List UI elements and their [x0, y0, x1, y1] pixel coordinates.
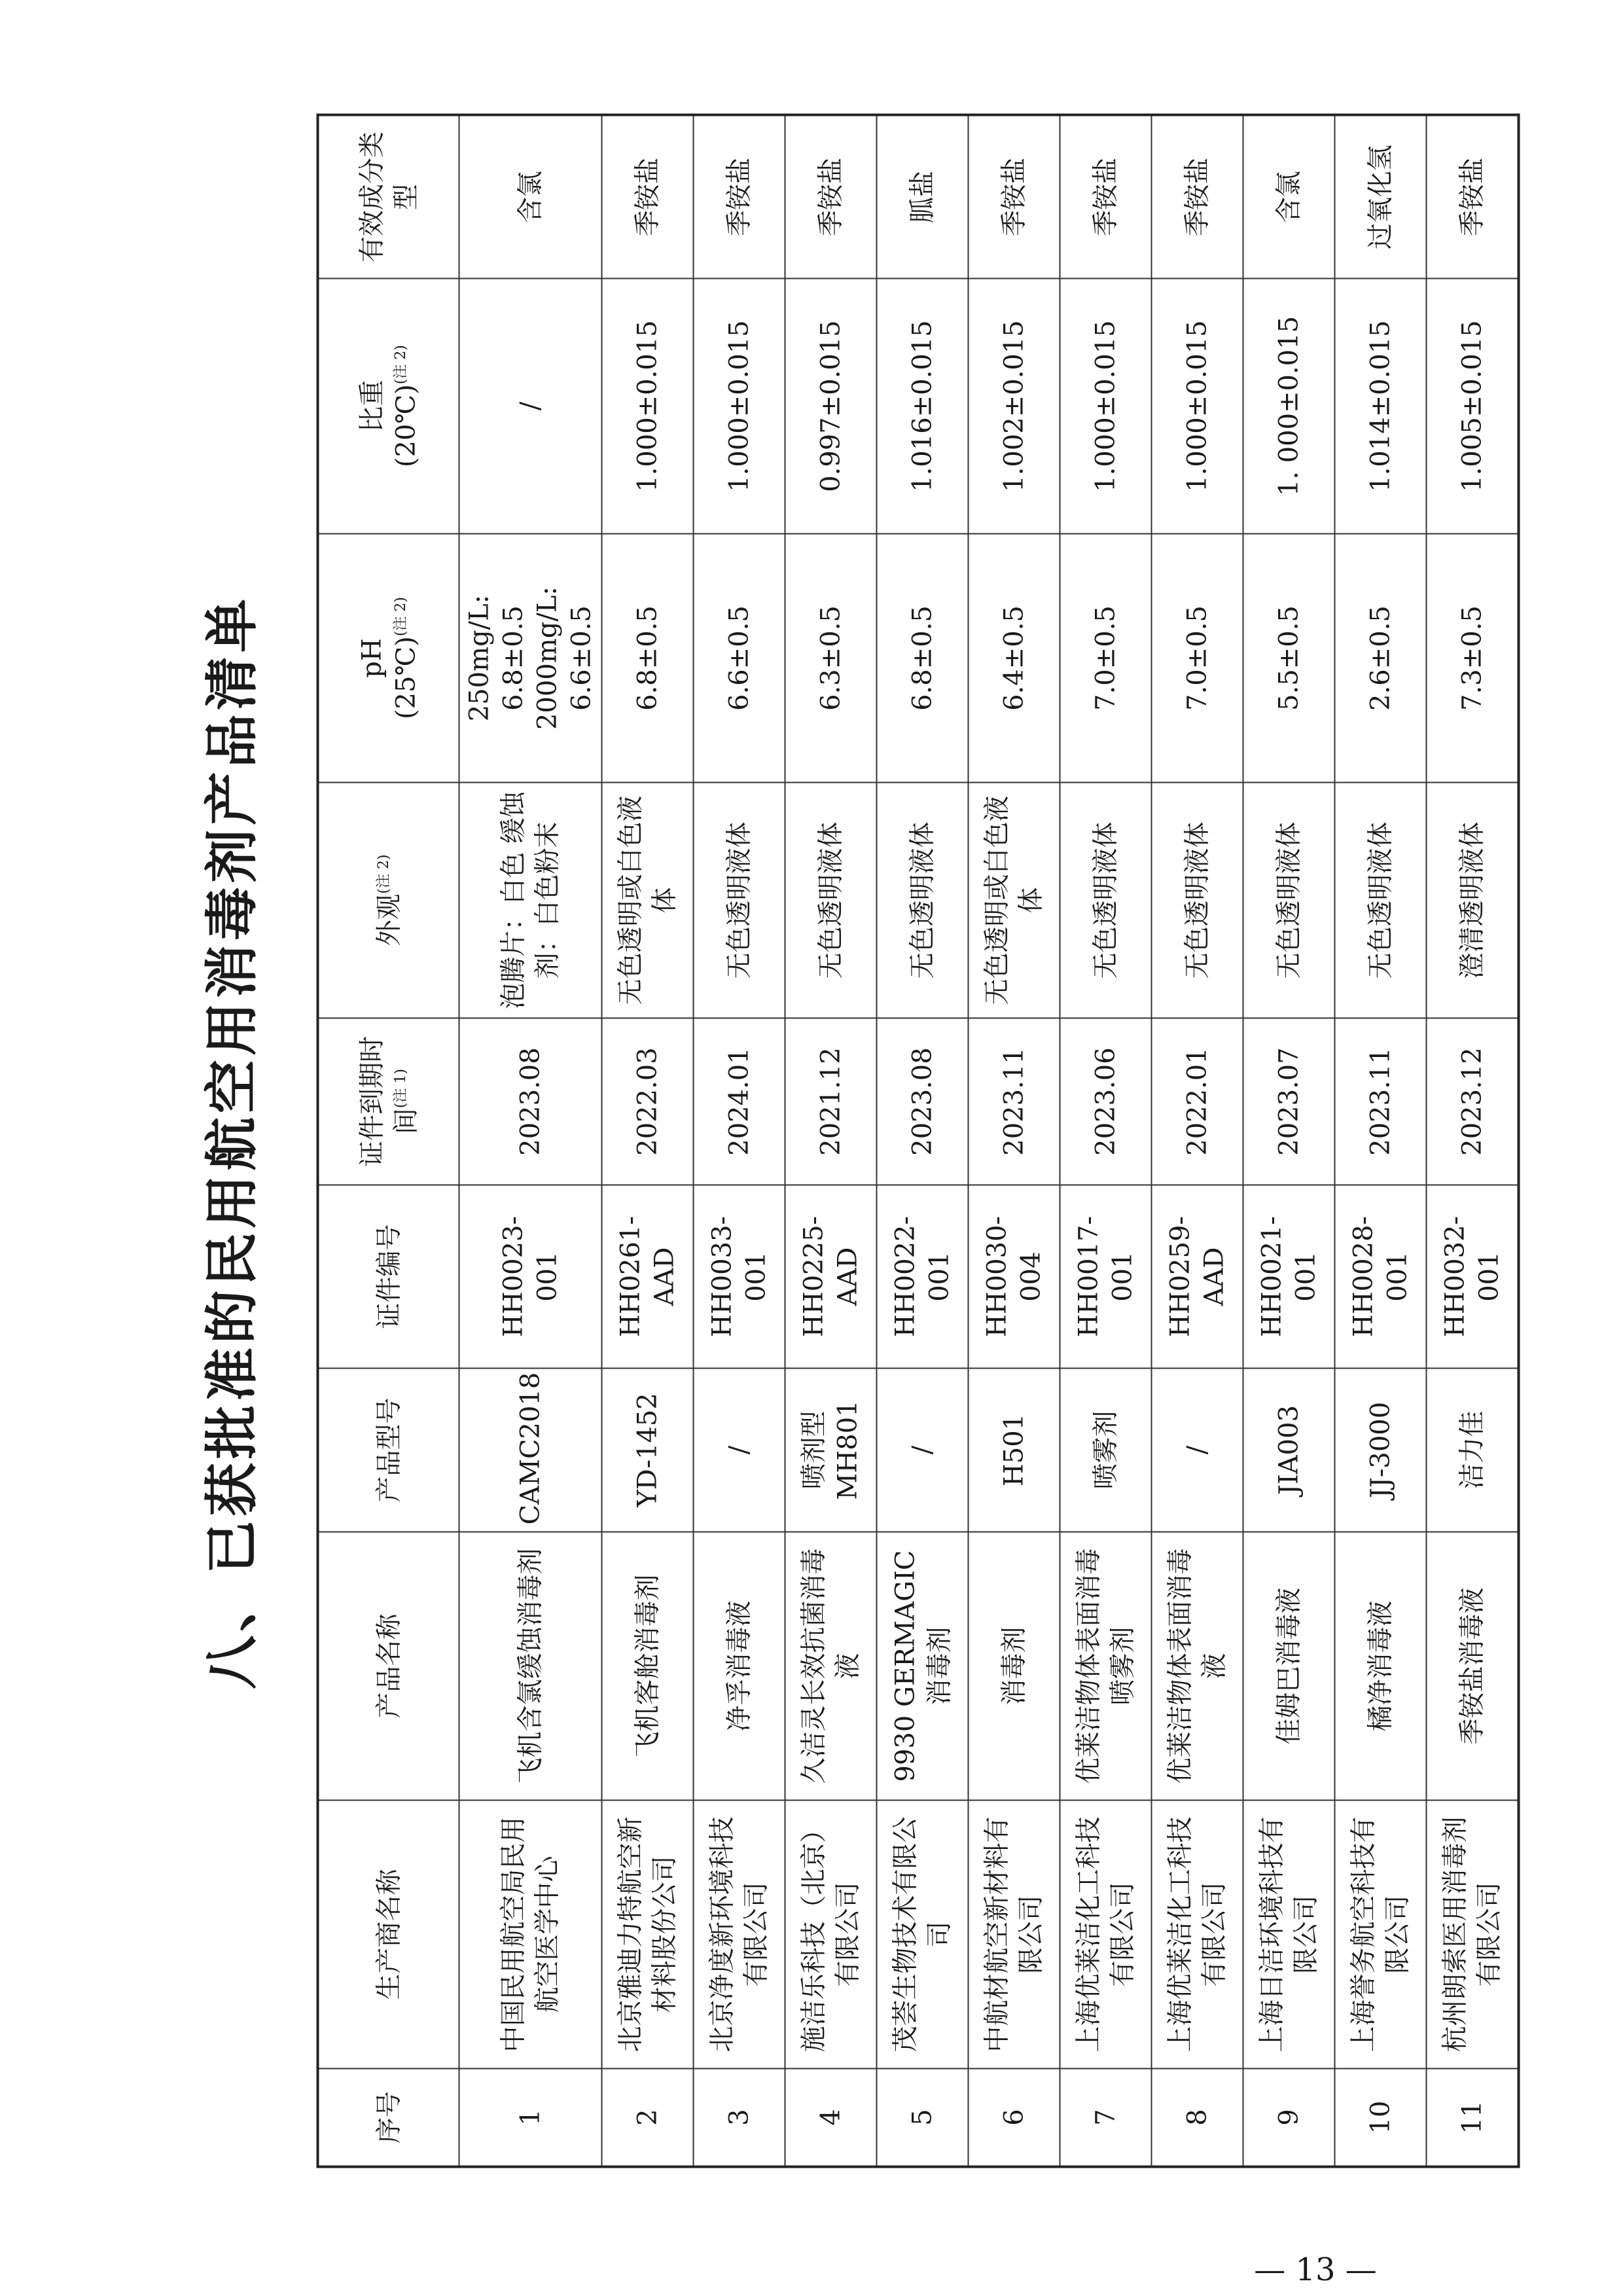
cell-appearance: 无色透明液体 [694, 783, 785, 1018]
cell-model: 喷剂型 MH801 [785, 1369, 877, 1532]
cell-model: JJ-3000 [1335, 1369, 1427, 1532]
cell-appearance: 无色透明液体 [1243, 783, 1335, 1018]
header-expiry-label: 证件到期时间 [357, 1036, 421, 1167]
cell-product-name: 9930 GERMAGIC 消毒剂 [877, 1532, 969, 1801]
cell-product-name: 优莱洁物体表面消毒液 [1152, 1532, 1243, 1801]
cell-cert-no: HH0017-001 [1060, 1185, 1152, 1369]
cell-cert-no: HH0022-001 [877, 1185, 969, 1369]
cell-expiry: 2023.11 [969, 1018, 1060, 1185]
cell-active: 含氯 [459, 115, 602, 279]
cell-ph: 7.0±0.5 [1152, 534, 1243, 783]
cell-product-name: 消毒剂 [969, 1532, 1060, 1801]
cell-product-name: 橘净消毒液 [1335, 1532, 1427, 1801]
cell-active: 胍盐 [877, 115, 969, 279]
header-product-name: 产品名称 [318, 1532, 459, 1801]
cell-active: 含氯 [1243, 115, 1335, 279]
cell-expiry: 2022.03 [602, 1018, 694, 1185]
header-ph-cond: (25℃) [391, 636, 421, 720]
cell-expiry: 2023.06 [1060, 1018, 1152, 1185]
table-header-row [318, 115, 459, 2167]
cell-appearance: 澄清透明液体 [1427, 783, 1519, 1018]
cell-model: / [1152, 1369, 1243, 1532]
cell-manufacturer: 中国民用航空局民用航空医学中心 [459, 1801, 602, 2069]
cell-appearance: 无色透明液体 [785, 783, 877, 1018]
cell-model: / [877, 1369, 969, 1532]
cell-cert-no: HH0032-001 [1427, 1185, 1519, 1369]
cell-manufacturer: 北京雅迪力特航空新材料股份公司 [602, 1801, 694, 2069]
header-appearance [318, 783, 459, 1018]
cell-appearance: 无色透明或白色液体 [969, 783, 1060, 1018]
cell-ph: 2.6±0.5 [1335, 534, 1427, 783]
cell-model: H501 [969, 1369, 1060, 1532]
cell-product-name: 佳姆巴消毒液 [1243, 1532, 1335, 1801]
cell-gravity: 0.997±0.015 [785, 279, 877, 534]
cell-ph: 6.8±0.5 [877, 534, 969, 783]
cell-manufacturer: 中航材航空新材料有限公司 [969, 1801, 1060, 2069]
cell-seq: 5 [877, 2069, 969, 2167]
table-row [1243, 115, 1335, 2167]
cell-expiry: 2023.07 [1243, 1018, 1335, 1185]
cell-cert-no: HH0023-001 [459, 1185, 602, 1369]
table-row [694, 115, 785, 2167]
table-row [785, 115, 877, 2167]
table-row [1060, 115, 1152, 2167]
cell-expiry: 2023.12 [1427, 1018, 1519, 1185]
cell-gravity: 1.000±0.015 [1152, 279, 1243, 534]
disinfectant-product-table [317, 114, 1520, 2168]
table-row [1427, 115, 1519, 2167]
cell-ph: 250mg/L: 6.8±0.5 2000mg/L: 6.6±0.5 [459, 534, 602, 783]
header-gravity-label: 比重 [357, 380, 387, 433]
cell-manufacturer: 上海优莱洁化工科技有限公司 [1060, 1801, 1152, 2069]
header-expiry [318, 1018, 459, 1185]
cell-expiry: 2024.01 [694, 1018, 785, 1185]
cell-product-name: 优莱洁物体表面消毒喷雾剂 [1060, 1532, 1152, 1801]
cell-model: YD-1452 [602, 1369, 694, 1532]
cell-seq: 9 [1243, 2069, 1335, 2167]
cell-ph: 6.4±0.5 [969, 534, 1060, 783]
cell-gravity: 1.000±0.015 [694, 279, 785, 534]
cell-cert-no: HH0261-AAD [602, 1185, 694, 1369]
cell-cert-no: HH0028-001 [1335, 1185, 1427, 1369]
cell-expiry: 2023.08 [459, 1018, 602, 1185]
cell-product-name: 飞机含氯缓蚀消毒剂 [459, 1532, 602, 1801]
header-manufacturer: 生产商名称 [318, 1801, 459, 2069]
cell-model: 喷雾剂 [1060, 1369, 1152, 1532]
table-row [602, 115, 694, 2167]
cell-expiry: 2022.01 [1152, 1018, 1243, 1185]
header-appearance-label: 外观 [374, 893, 404, 946]
cell-manufacturer: 施洁乐科技（北京）有限公司 [785, 1801, 877, 2069]
cell-active: 季铵盐 [602, 115, 694, 279]
table-row [459, 115, 602, 2167]
cell-seq: 10 [1335, 2069, 1427, 2167]
cell-expiry: 2023.11 [1335, 1018, 1427, 1185]
cell-product-name: 久洁灵长效抗菌消毒液 [785, 1532, 877, 1801]
cell-seq: 4 [785, 2069, 877, 2167]
cell-model: CAMC2018 [459, 1369, 602, 1532]
cell-gravity: / [459, 279, 602, 534]
cell-manufacturer: 北京净度新环境科技有限公司 [694, 1801, 785, 2069]
note2-mark: (注 2) [392, 596, 409, 637]
cell-active: 季铵盐 [1152, 115, 1243, 279]
cell-manufacturer: 上海日洁环境科技有限公司 [1243, 1801, 1335, 2069]
cell-expiry: 2021.12 [785, 1018, 877, 1185]
cell-gravity: 1.000±0.015 [1060, 279, 1152, 534]
cell-active: 季铵盐 [694, 115, 785, 279]
table-row [969, 115, 1060, 2167]
cell-product-name: 净孚消毒液 [694, 1532, 785, 1801]
cell-cert-no: HH0259-AAD [1152, 1185, 1243, 1369]
cell-gravity: 1.014±0.015 [1335, 279, 1427, 534]
cell-expiry: 2023.08 [877, 1018, 969, 1185]
header-gravity [318, 279, 459, 534]
page-number: — 13 — [1254, 2251, 1377, 2288]
cell-appearance: 无色透明液体 [1335, 783, 1427, 1018]
cell-appearance: 无色透明液体 [877, 783, 969, 1018]
cell-seq: 8 [1152, 2069, 1243, 2167]
header-cert-no: 证件编号 [318, 1185, 459, 1369]
rotated-page-content [188, 117, 1505, 2168]
cell-cert-no: HH0030-004 [969, 1185, 1060, 1369]
table-row [877, 115, 969, 2167]
cell-appearance: 无色透明液体 [1060, 783, 1152, 1018]
cell-ph: 5.5±0.5 [1243, 534, 1335, 783]
cell-ph: 6.8±0.5 [602, 534, 694, 783]
header-gravity-cond: (20℃) [391, 384, 421, 468]
cell-ph: 7.3±0.5 [1427, 534, 1519, 783]
cell-cert-no: HH0021-001 [1243, 1185, 1335, 1369]
cell-active: 季铵盐 [1060, 115, 1152, 279]
cell-gravity: 1. 000±0.015 [1243, 279, 1335, 534]
cell-manufacturer: 上海优莱洁化工科技有限公司 [1152, 1801, 1243, 2069]
cell-seq: 11 [1427, 2069, 1519, 2167]
cell-active: 季铵盐 [785, 115, 877, 279]
header-ph-label: pH [357, 638, 387, 678]
cell-active: 过氧化氢 [1335, 115, 1427, 279]
cell-appearance: 无色透明液体 [1152, 783, 1243, 1018]
header-model: 产品型号 [318, 1369, 459, 1532]
cell-seq: 1 [459, 2069, 602, 2167]
cell-model: JIA003 [1243, 1369, 1335, 1532]
note2-mark: (注 2) [392, 344, 409, 385]
cell-gravity: 1.016±0.015 [877, 279, 969, 534]
note1-mark: (注 1) [392, 1068, 409, 1109]
cell-seq: 2 [602, 2069, 694, 2167]
cell-cert-no: HH0225-AAD [785, 1185, 877, 1369]
cell-ph: 7.0±0.5 [1060, 534, 1152, 783]
cell-ph: 6.6±0.5 [694, 534, 785, 783]
cell-manufacturer: 上海誉务航空科技有限公司 [1335, 1801, 1427, 2069]
header-ph [318, 534, 459, 783]
cell-seq: 3 [694, 2069, 785, 2167]
cell-gravity: 1.002±0.015 [969, 279, 1060, 534]
cell-product-name: 季铵盐消毒液 [1427, 1532, 1519, 1801]
cell-model: / [694, 1369, 785, 1532]
cell-product-name: 飞机客舱消毒剂 [602, 1532, 694, 1801]
cell-ph: 6.3±0.5 [785, 534, 877, 783]
cell-active: 季铵盐 [969, 115, 1060, 279]
cell-gravity: 1.000±0.015 [602, 279, 694, 534]
cell-appearance: 无色透明或白色液体 [602, 783, 694, 1018]
header-seq: 序号 [318, 2069, 459, 2167]
table-row [1152, 115, 1243, 2167]
cell-seq: 6 [969, 2069, 1060, 2167]
cell-seq: 7 [1060, 2069, 1152, 2167]
table-row [1335, 115, 1427, 2167]
cell-active: 季铵盐 [1427, 115, 1519, 279]
cell-manufacturer: 杭州朗索医用消毒剂有限公司 [1427, 1801, 1519, 2069]
note2-mark: (注 2) [375, 854, 392, 894]
document-title: 八、已获批准的民用航空用消毒剂产品清单 [201, 595, 264, 1690]
cell-model: 洁力佳 [1427, 1369, 1519, 1532]
cell-gravity: 1.005±0.015 [1427, 279, 1519, 534]
cell-manufacturer: 茂荟生物技术有限公司 [877, 1801, 969, 2069]
cell-cert-no: HH0033-001 [694, 1185, 785, 1369]
header-active: 有效成分类型 [318, 115, 459, 279]
cell-appearance: 泡腾片：白色 缓蚀剂：白色粉末 [459, 783, 602, 1018]
